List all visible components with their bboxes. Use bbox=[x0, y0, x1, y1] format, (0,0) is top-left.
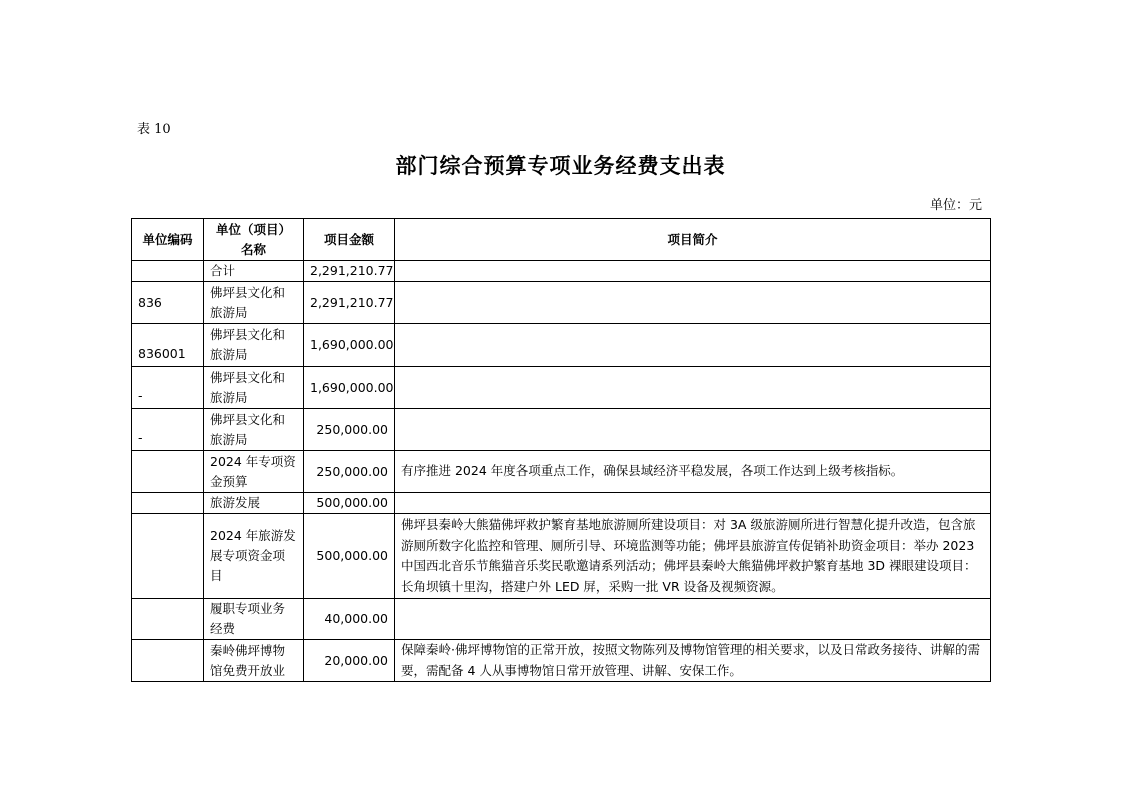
unit-label: 单位：元 bbox=[929, 198, 982, 213]
table-row bbox=[132, 451, 991, 493]
cell-code bbox=[132, 640, 204, 682]
cell-desc bbox=[395, 493, 991, 514]
cell-code bbox=[132, 514, 204, 599]
cell-amount: 1,690,000.00 bbox=[304, 324, 395, 367]
page-title: 部门综合预算专项业务经费支出表 bbox=[395, 153, 726, 178]
cell-name: 佛坪县文化和旅游局 bbox=[204, 367, 304, 409]
cell-code: - bbox=[132, 367, 204, 409]
cell-name: 佛坪县文化和旅游局 bbox=[204, 324, 304, 367]
cell-amount: 1,690,000.00 bbox=[304, 367, 395, 409]
cell-code: 836 bbox=[132, 282, 204, 324]
cell-amount: 2,291,210.77 bbox=[304, 261, 395, 282]
cell-code bbox=[132, 493, 204, 514]
cell-desc bbox=[395, 282, 991, 324]
table-row bbox=[132, 282, 991, 324]
cell-desc: 佛坪县秦岭大熊猫佛坪救护繁育基地旅游厕所建设项目：对 3A 级旅游厕所进行智慧化提升改造，包含旅游厕所数字化监控和管理、厕所引导、环境监测等功能；佛坪县旅游宣传促销补助资金项目：举办 2023 中国西北音乐节熊猫音乐奖民歌邀请系列活动；佛坪县秦岭大熊猫佛坪救护繁育基地 3D 裸眼建设项目：长角坝镇十里沟，搭建户外 LED 屏，采购一批 VR 设备及视频资源。 bbox=[395, 514, 991, 599]
column-header-name: 单位（项目）名称 bbox=[204, 219, 304, 261]
table-number: 表 10 bbox=[137, 122, 171, 137]
cell-code bbox=[132, 451, 204, 493]
cell-amount: 40,000.00 bbox=[304, 599, 395, 640]
cell-amount: 250,000.00 bbox=[304, 451, 395, 493]
cell-desc bbox=[395, 599, 991, 640]
cell-name: 佛坪县文化和旅游局 bbox=[204, 282, 304, 324]
cell-name: 佛坪县文化和旅游局 bbox=[204, 409, 304, 451]
table-header-row bbox=[132, 219, 991, 261]
column-header-desc: 项目简介 bbox=[395, 219, 991, 261]
cell-name: 秦岭佛坪博物馆免费开放业 bbox=[204, 640, 304, 682]
cell-desc: 保障秦岭·佛坪博物馆的正常开放，按照文物陈列及博物馆管理的相关要求，以及日常政务接待、讲解的需要，需配备 4 人从事博物馆日常开放管理、讲解、安保工作。 bbox=[395, 640, 991, 682]
table-row bbox=[132, 599, 991, 640]
cell-amount: 2,291,210.77 bbox=[304, 282, 395, 324]
budget-table bbox=[131, 218, 991, 682]
cell-amount: 500,000.00 bbox=[304, 493, 395, 514]
cell-amount: 500,000.00 bbox=[304, 514, 395, 599]
table-row bbox=[132, 367, 991, 409]
column-header-code: 单位编码 bbox=[132, 219, 204, 261]
table-row bbox=[132, 261, 991, 282]
cell-name: 2024 年旅游发展专项资金项目 bbox=[204, 514, 304, 599]
table-row bbox=[132, 493, 991, 514]
cell-name: 合计 bbox=[204, 261, 304, 282]
cell-desc bbox=[395, 324, 991, 367]
cell-desc bbox=[395, 367, 991, 409]
cell-desc bbox=[395, 261, 991, 282]
cell-desc: 有序推进 2024 年度各项重点工作，确保县域经济平稳发展，各项工作达到上级考核指标。 bbox=[395, 451, 991, 493]
cell-code bbox=[132, 599, 204, 640]
column-header-amount: 项目金额 bbox=[304, 219, 395, 261]
cell-amount: 250,000.00 bbox=[304, 409, 395, 451]
cell-name: 2024 年专项资金预算 bbox=[204, 451, 304, 493]
cell-code: 836001 bbox=[132, 324, 204, 367]
cell-name: 履职专项业务经费 bbox=[204, 599, 304, 640]
table-row bbox=[132, 514, 991, 599]
cell-name: 旅游发展 bbox=[204, 493, 304, 514]
cell-code: - bbox=[132, 409, 204, 451]
table-row bbox=[132, 324, 991, 367]
table-row bbox=[132, 640, 991, 682]
table-row bbox=[132, 409, 991, 451]
cell-code bbox=[132, 261, 204, 282]
cell-amount: 20,000.00 bbox=[304, 640, 395, 682]
cell-desc bbox=[395, 409, 991, 451]
